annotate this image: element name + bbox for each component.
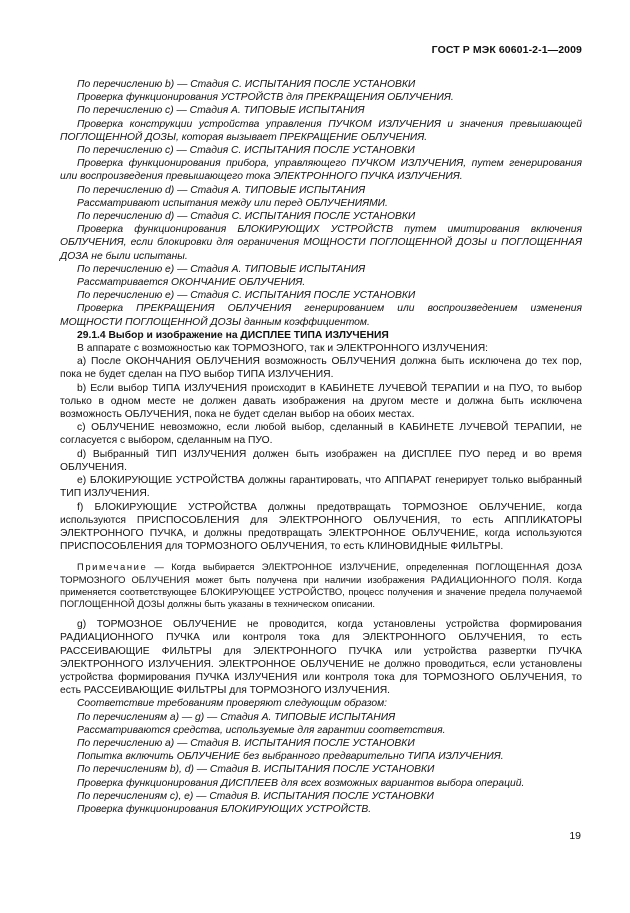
paragraph: Рассматривают испытания между или перед ОБЛУЧЕНИЯМИ. bbox=[77, 197, 388, 209]
document-header: ГОСТ Р МЭК 60601-2-1—2009 bbox=[431, 44, 582, 56]
paragraph: Проверка функционирования БЛОКИРУЮЩИХ УСТРОЙСТВ путем имитирования включения ОБЛУЧЕНИЯ, если блокировки для ограничения МОЩНОСТИ ПОГЛОЩЕННОЙ ДОЗЫ и ПОГЛОЩЕННАЯ ДОЗА не были испытаны. bbox=[60, 224, 582, 262]
paragraph: f) БЛОКИРУЮЩИЕ УСТРОЙСТВА должны предотвращать ТОРМОЗНОЕ ОБЛУЧЕНИЕ, когда используются ПРИСПОСОБЛЕНИЯ для ЭЛЕКТРОННОГО ОБЛУЧЕНИЯ, то есть АППЛИКАТОРЫ ЭЛЕКТРОННОГО ПУЧКА, и должны предотвращать ЭЛЕКТРОННОЕ ОБЛУЧЕНИЕ, когда используются ПРИСПОСОБЛЕНИЯ для ТОРМОЗНОГО ОБЛУЧЕНИЯ, то есть КЛИНОВИДНЫЕ ФИЛЬТРЫ. bbox=[60, 501, 582, 553]
paragraph: По перечислениям с), е) — Стадия В. ИСПЫТАНИЯ ПОСЛЕ УСТАНОВКИ bbox=[77, 790, 434, 802]
paragraph: По перечислению b) — Стадия С. ИСПЫТАНИЯ ПОСЛЕ УСТАНОВКИ bbox=[77, 79, 416, 90]
note-label: Примечание bbox=[77, 561, 148, 573]
paragraph-group-main bbox=[60, 78, 582, 553]
paragraph: b) Если выбор ТИПА ИЗЛУЧЕНИЯ происходит в КАБИНЕТЕ ЛУЧЕВОЙ ТЕРАПИИ и на ПУО, то выбор только в одном месте не должен давать изображения на другом месте и должна быть исключена возможность ОБЛУЧЕНИЯ, пока не будет сделан выбор на обоих местах. bbox=[60, 382, 582, 421]
paragraph: В аппарате с возможностью как ТОРМОЗНОГО, так и ЭЛЕКТРОННОГО ИЗЛУЧЕНИЯ: bbox=[77, 343, 488, 355]
document-body bbox=[60, 78, 582, 816]
paragraph: По перечислению c) — Стадия А. ТИПОВЫЕ ИСПЫТАНИЯ bbox=[77, 105, 365, 117]
paragraph: Рассматривается ОКОНЧАНИЕ ОБЛУЧЕНИЯ. bbox=[77, 277, 306, 289]
paragraph: d) Выбранный ТИП ИЗЛУЧЕНИЯ должен быть изображен на ДИСПЛЕЕ ПУО перед и во время ОБЛУЧЕНИЯ. bbox=[60, 448, 582, 473]
paragraph: c) ОБЛУЧЕНИЕ невозможно, если любой выбор, сделанный в КАБИНЕТЕ ЛУЧЕВОЙ ТЕРАПИИ, не согласуется с выбором, сделанным на ПУО. bbox=[60, 422, 582, 447]
paragraph: Попытка включить ОБЛУЧЕНИЕ без выбранного предварительно ТИПА ИЗЛУЧЕНИЯ. bbox=[77, 751, 504, 763]
paragraph: Проверка ПРЕКРАЩЕНИЯ ОБЛУЧЕНИЯ генерированием или воспроизведением изменения МОЩНОСТИ ПОГЛОЩЕННОЙ ДОЗЫ данным коэффициентом. bbox=[60, 303, 582, 328]
paragraph: Проверка функционирования БЛОКИРУЮЩИХ УСТРОЙСТВ. bbox=[77, 803, 372, 815]
paragraph: Проверка конструкции устройства управления ПУЧКОМ ИЗЛУЧЕНИЯ и значения превышающей ПОГЛОЩЕННОЙ ДОЗЫ, которая вызывает ПРЕКРАЩЕНИЕ ОБЛУЧЕНИЯ. bbox=[60, 118, 582, 143]
paragraph: Проверка функционирования УСТРОЙСТВ для ПРЕКРАЩЕНИЯ ОБЛУЧЕНИЯ. bbox=[77, 92, 454, 104]
paragraph: По перечислениям а) — g) — Стадия А. ТИПОВЫЕ ИСПЫТАНИЯ bbox=[77, 711, 396, 723]
paragraph: По перечислению е) — Стадия С. ИСПЫТАНИЯ ПОСЛЕ УСТАНОВКИ bbox=[77, 290, 416, 302]
paragraph: По перечислению d) — Стадия А. ТИПОВЫЕ ИСПЫТАНИЯ bbox=[77, 184, 366, 196]
paragraph: е) БЛОКИРУЮЩИЕ УСТРОЙСТВА должны гарантировать, что АППАРАТ генерирует только выбранный ТИП ИЗЛУЧЕНИЯ. bbox=[60, 475, 582, 500]
paragraph: По перечислению а) — Стадия В. ИСПЫТАНИЯ ПОСЛЕ УСТАНОВКИ bbox=[77, 737, 415, 749]
paragraph: По перечислениям b), d) — Стадия В. ИСПЫТАНИЯ ПОСЛЕ УСТАНОВКИ bbox=[77, 764, 435, 776]
paragraph: По перечислению c) — Стадия С. ИСПЫТАНИЯ ПОСЛЕ УСТАНОВКИ bbox=[77, 145, 415, 157]
paragraph: По перечислению е) — Стадия А. ТИПОВЫЕ ИСПЫТАНИЯ bbox=[77, 263, 366, 275]
page-number: 19 bbox=[569, 830, 581, 842]
paragraph: По перечислению d) — Стадия С. ИСПЫТАНИЯ ПОСЛЕ УСТАНОВКИ bbox=[77, 211, 416, 223]
paragraph: a) После ОКОНЧАНИЯ ОБЛУЧЕНИЯ возможность ОБЛУЧЕНИЯ должна быть исключена до тех пор, пока не будет сделан на ПУО выбор ТИПА ИЗЛУЧЕНИЯ. bbox=[60, 356, 582, 381]
note-paragraph bbox=[60, 561, 582, 610]
section-heading: 29.1.4 Выбор и изображение на ДИСПЛЕЕ ТИПА ИЗЛУЧЕНИЯ bbox=[77, 329, 389, 341]
paragraph-group-continued bbox=[60, 618, 582, 816]
paragraph: g) ТОРМОЗНОЕ ОБЛУЧЕНИЕ не проводится, когда установлены устройства формирования РАДИАЦИОННОГО ПУЧКА или контроля тока для ЭЛЕКТРОННОГО ОБЛУЧЕНИЯ, то есть РАССЕИВАЮЩИЕ ФИЛЬТРЫ для ЭЛЕКТРОННОГО ПУЧКА или устройства развертки ПУЧКА ЭЛЕКТРОННОГО ИЗЛУЧЕНИЯ. ЭЛЕКТРОННОЕ ОБЛУЧЕНИЕ не должно проводиться, если установлены устройства формирования ПУЧКА ИЗЛУЧЕНИЯ или контроля тока для ТОРМОЗНОГО ОБЛУЧЕНИЯ, то есть РАССЕИВАЮЩИЕ ФИЛЬТРЫ для ТОРМОЗНОГО ИЗЛУЧЕНИЯ. bbox=[60, 619, 582, 697]
paragraph: Проверка функционирования ДИСПЛЕЕВ для всех возможных вариантов выбора операций. bbox=[77, 777, 525, 789]
note-text: — Когда выбирается ЭЛЕКТРОННОЕ ИЗЛУЧЕНИЕ, определенная ПОГЛОЩЕННАЯ ДОЗА ТОРМОЗНОГО ОБЛУЧЕНИЯ может быть получена при наличии изображения РАДИАЦИОННОГО ПОЛЯ. Когда применяется соответствующее БЛОКИРУЮЩЕЕ УСТРОЙСТВО, процесс получения и значение предела получаемой ПОГЛОЩЕННОЙ ДОЗЫ должны быть указаны в техническом описании. bbox=[60, 561, 582, 609]
paragraph: Проверка функционирования прибора, управляющего ПУЧКОМ ИЗЛУЧЕНИЯ, путем генерирования или воспроизведения превышающего тока ЭЛЕКТРОННОГО ПУЧКА ИЗЛУЧЕНИЯ. bbox=[60, 158, 582, 183]
paragraph: Соответствие требованиям проверяют следующим образом: bbox=[77, 698, 388, 710]
paragraph: Рассматриваются средства, используемые для гарантии соответствия. bbox=[77, 724, 446, 736]
